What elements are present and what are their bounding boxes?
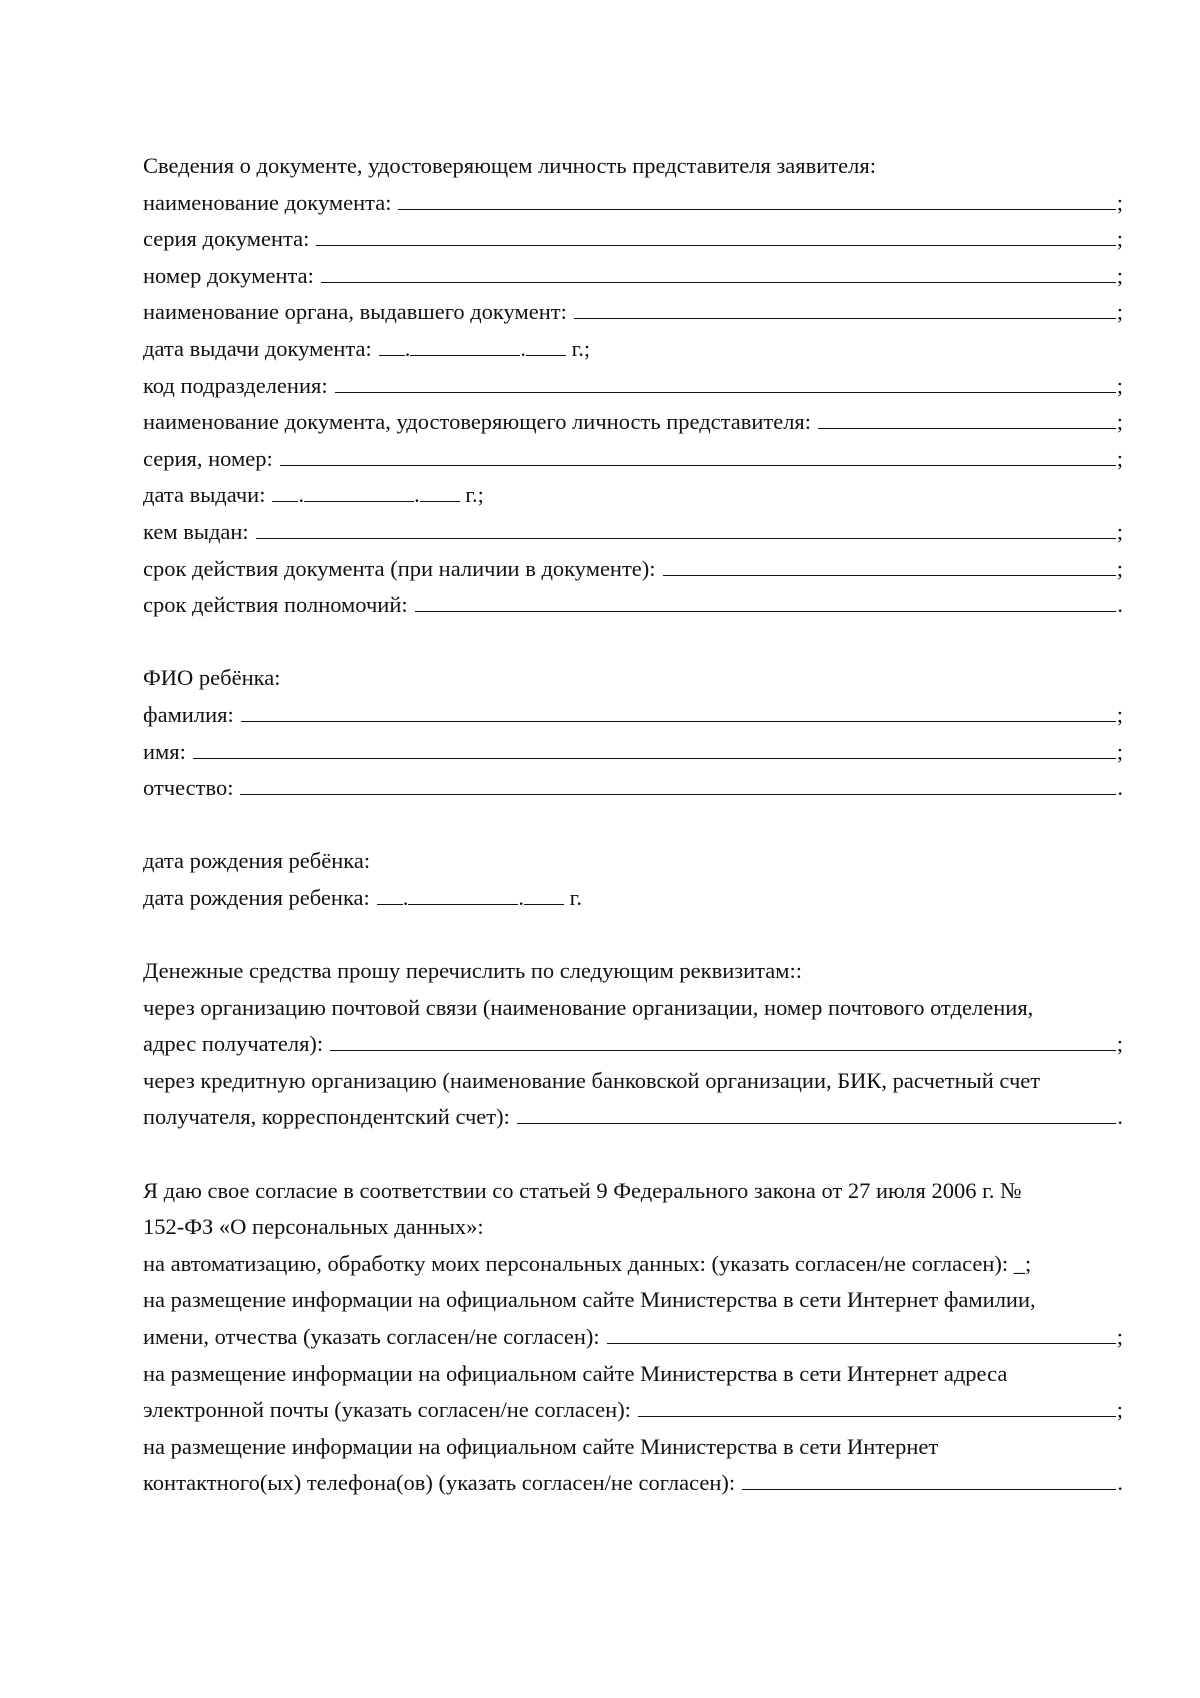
consent-automation: на автоматизацию, обработку моих персональных данных: (указать согласен/не согласен): _;: [143, 1250, 1032, 1276]
birth-heading: дата рождения ребёнка:: [143, 848, 371, 874]
issued-by-label: кем выдан:: [143, 518, 249, 544]
issued-by-field[interactable]: [256, 514, 1116, 539]
series-number-label: серия, номер:: [143, 445, 273, 471]
spacer: [143, 916, 1123, 953]
consent-fio-1: на размещение информации на официальном сайте Министерства в сети Интернет фамилии,: [143, 1287, 1036, 1313]
doc-name-label: наименование документа:: [143, 189, 392, 215]
bank-label: получателя, корреспондентский счет):: [143, 1104, 510, 1130]
semicolon: ;: [1116, 262, 1123, 288]
issued-by-row: [143, 514, 1123, 551]
series-number-row: [143, 441, 1123, 478]
consent-intro-2: 152-ФЗ «О персональных данных»:: [143, 1214, 484, 1240]
bank-field[interactable]: [517, 1099, 1117, 1124]
semicolon: ;: [1116, 701, 1123, 727]
semicolon: ;: [1116, 1397, 1123, 1423]
issue-day-field[interactable]: [379, 331, 405, 356]
birth-day-field[interactable]: [377, 880, 403, 905]
birth-year-field[interactable]: [524, 880, 564, 905]
birth-month-field[interactable]: [408, 880, 518, 905]
patronymic-row: [143, 770, 1123, 807]
issue-month-field[interactable]: [410, 331, 520, 356]
dot: .: [520, 335, 526, 361]
consent-phone-label: контактного(ых) телефона(ов) (указать согласен/не согласен):: [143, 1470, 736, 1496]
consent-email-1: на размещение информации на официальном сайте Министерства в сети Интернет адреса: [143, 1360, 1008, 1386]
subdivision-row: [143, 368, 1123, 405]
rep-doc-name-label: наименование документа, удостоверяющего личность представителя:: [143, 409, 812, 435]
rep-doc-heading: Сведения о документе, удостоверяющем личность представителя заявителя:: [143, 153, 876, 178]
period: .: [1117, 592, 1123, 618]
rep-doc-name-row: [143, 404, 1123, 441]
name-field[interactable]: [193, 734, 1116, 759]
birth-date-label: дата рождения ребенка:: [143, 884, 370, 910]
semicolon: ;: [1116, 372, 1123, 398]
consent-email-field[interactable]: [638, 1392, 1116, 1417]
subdivision-label: код подразделения:: [143, 372, 328, 398]
issue-date2-row: [143, 477, 1123, 514]
semicolon: ;: [1116, 409, 1123, 435]
semicolon: ;: [1116, 555, 1123, 581]
semicolon: ;: [1116, 189, 1123, 215]
name-label: имя:: [143, 738, 186, 764]
spacer: [143, 807, 1123, 844]
issuer-row: [143, 294, 1123, 331]
semicolon: ;: [1116, 518, 1123, 544]
bank-row: [143, 1099, 1123, 1136]
spacer: [143, 1136, 1123, 1173]
dot: .: [518, 884, 525, 910]
issue2-year-field[interactable]: [420, 477, 460, 502]
subdivision-field[interactable]: [335, 368, 1116, 393]
dot: .: [414, 482, 420, 508]
doc-series-label: серия документа:: [143, 226, 310, 252]
issue-date2-label: дата выдачи:: [143, 482, 266, 508]
year-suffix: г.;: [565, 335, 591, 361]
dot: .: [298, 482, 305, 508]
surname-field[interactable]: [241, 697, 1116, 722]
form-page: [143, 148, 1123, 1502]
issuer-field[interactable]: [574, 294, 1116, 319]
surname-label: фамилия:: [143, 701, 234, 727]
issue-date-row: [143, 331, 1123, 368]
surname-row: [143, 697, 1123, 734]
consent-email-row: [143, 1392, 1123, 1429]
issue-year-field[interactable]: [526, 331, 566, 356]
authority-field[interactable]: [415, 587, 1117, 612]
postal-field[interactable]: [330, 1026, 1116, 1051]
validity-label: срок действия документа (при наличии в документе):: [143, 555, 656, 581]
consent-fio-label: имени, отчества (указать согласен/не согласен):: [143, 1324, 600, 1349]
rep-doc-name-field[interactable]: [818, 404, 1116, 429]
doc-name-field[interactable]: [398, 185, 1115, 210]
dot: .: [404, 335, 411, 361]
issue2-month-field[interactable]: [304, 477, 414, 502]
consent-fio-field[interactable]: [607, 1319, 1116, 1344]
semicolon: ;: [1116, 299, 1123, 325]
consent-fio-row: [143, 1319, 1123, 1356]
payment-heading: Денежные средства прошу перечислить по следующим реквизитам::: [143, 958, 803, 984]
consent-email-label: электронной почты (указать согласен/не согласен):: [143, 1397, 631, 1423]
doc-number-label: номер документа:: [143, 262, 314, 288]
consent-phone-row: [143, 1465, 1123, 1502]
validity-field[interactable]: [663, 551, 1116, 576]
consent-phone-1: на размещение информации на официальном сайте Министерства в сети Интернет: [143, 1433, 939, 1459]
period: .: [1117, 1104, 1123, 1130]
validity-row: [143, 551, 1123, 588]
issuer-label: наименование органа, выдавшего документ:: [143, 299, 567, 325]
doc-number-field[interactable]: [321, 258, 1116, 283]
doc-number-row: [143, 258, 1123, 295]
year-suffix: г.;: [459, 482, 484, 508]
issue2-day-field[interactable]: [272, 477, 298, 502]
postal-row: [143, 1026, 1123, 1063]
issue-date-label: дата выдачи документа:: [143, 335, 372, 361]
name-row: [143, 734, 1123, 771]
postal-line-1: через организацию почтовой связи (наименование организации, номер почтового отделения,: [143, 994, 1034, 1020]
semicolon: ;: [1116, 1031, 1123, 1057]
consent-intro-1: Я даю свое согласие в соответствии со статьей 9 Федерального закона от 27 июля 2006 г. №: [143, 1177, 1022, 1203]
postal-label: адрес получателя):: [143, 1031, 324, 1057]
spacer: [143, 624, 1123, 661]
semicolon: ;: [1116, 1324, 1123, 1349]
patronymic-label: отчество:: [143, 775, 234, 801]
consent-phone-field[interactable]: [742, 1465, 1116, 1490]
authority-row: [143, 587, 1123, 624]
patronymic-field[interactable]: [240, 770, 1116, 795]
year-suffix: г.: [564, 884, 582, 910]
birth-date-row: [143, 880, 1123, 917]
doc-series-row: [143, 221, 1123, 258]
semicolon: ;: [1116, 226, 1123, 252]
series-number-field[interactable]: [280, 441, 1116, 466]
doc-name-row: [143, 185, 1123, 222]
authority-label: срок действия полномочий:: [143, 592, 408, 618]
period: .: [1117, 1470, 1123, 1496]
dot: .: [402, 884, 409, 910]
semicolon: ;: [1116, 445, 1123, 471]
period: .: [1117, 775, 1123, 801]
bank-line-1: через кредитную организацию (наименование банковской организации, БИК, расчетный счет: [143, 1067, 1041, 1093]
doc-series-field[interactable]: [316, 221, 1115, 246]
semicolon: ;: [1116, 738, 1123, 764]
child-heading: ФИО ребёнка:: [143, 665, 281, 691]
